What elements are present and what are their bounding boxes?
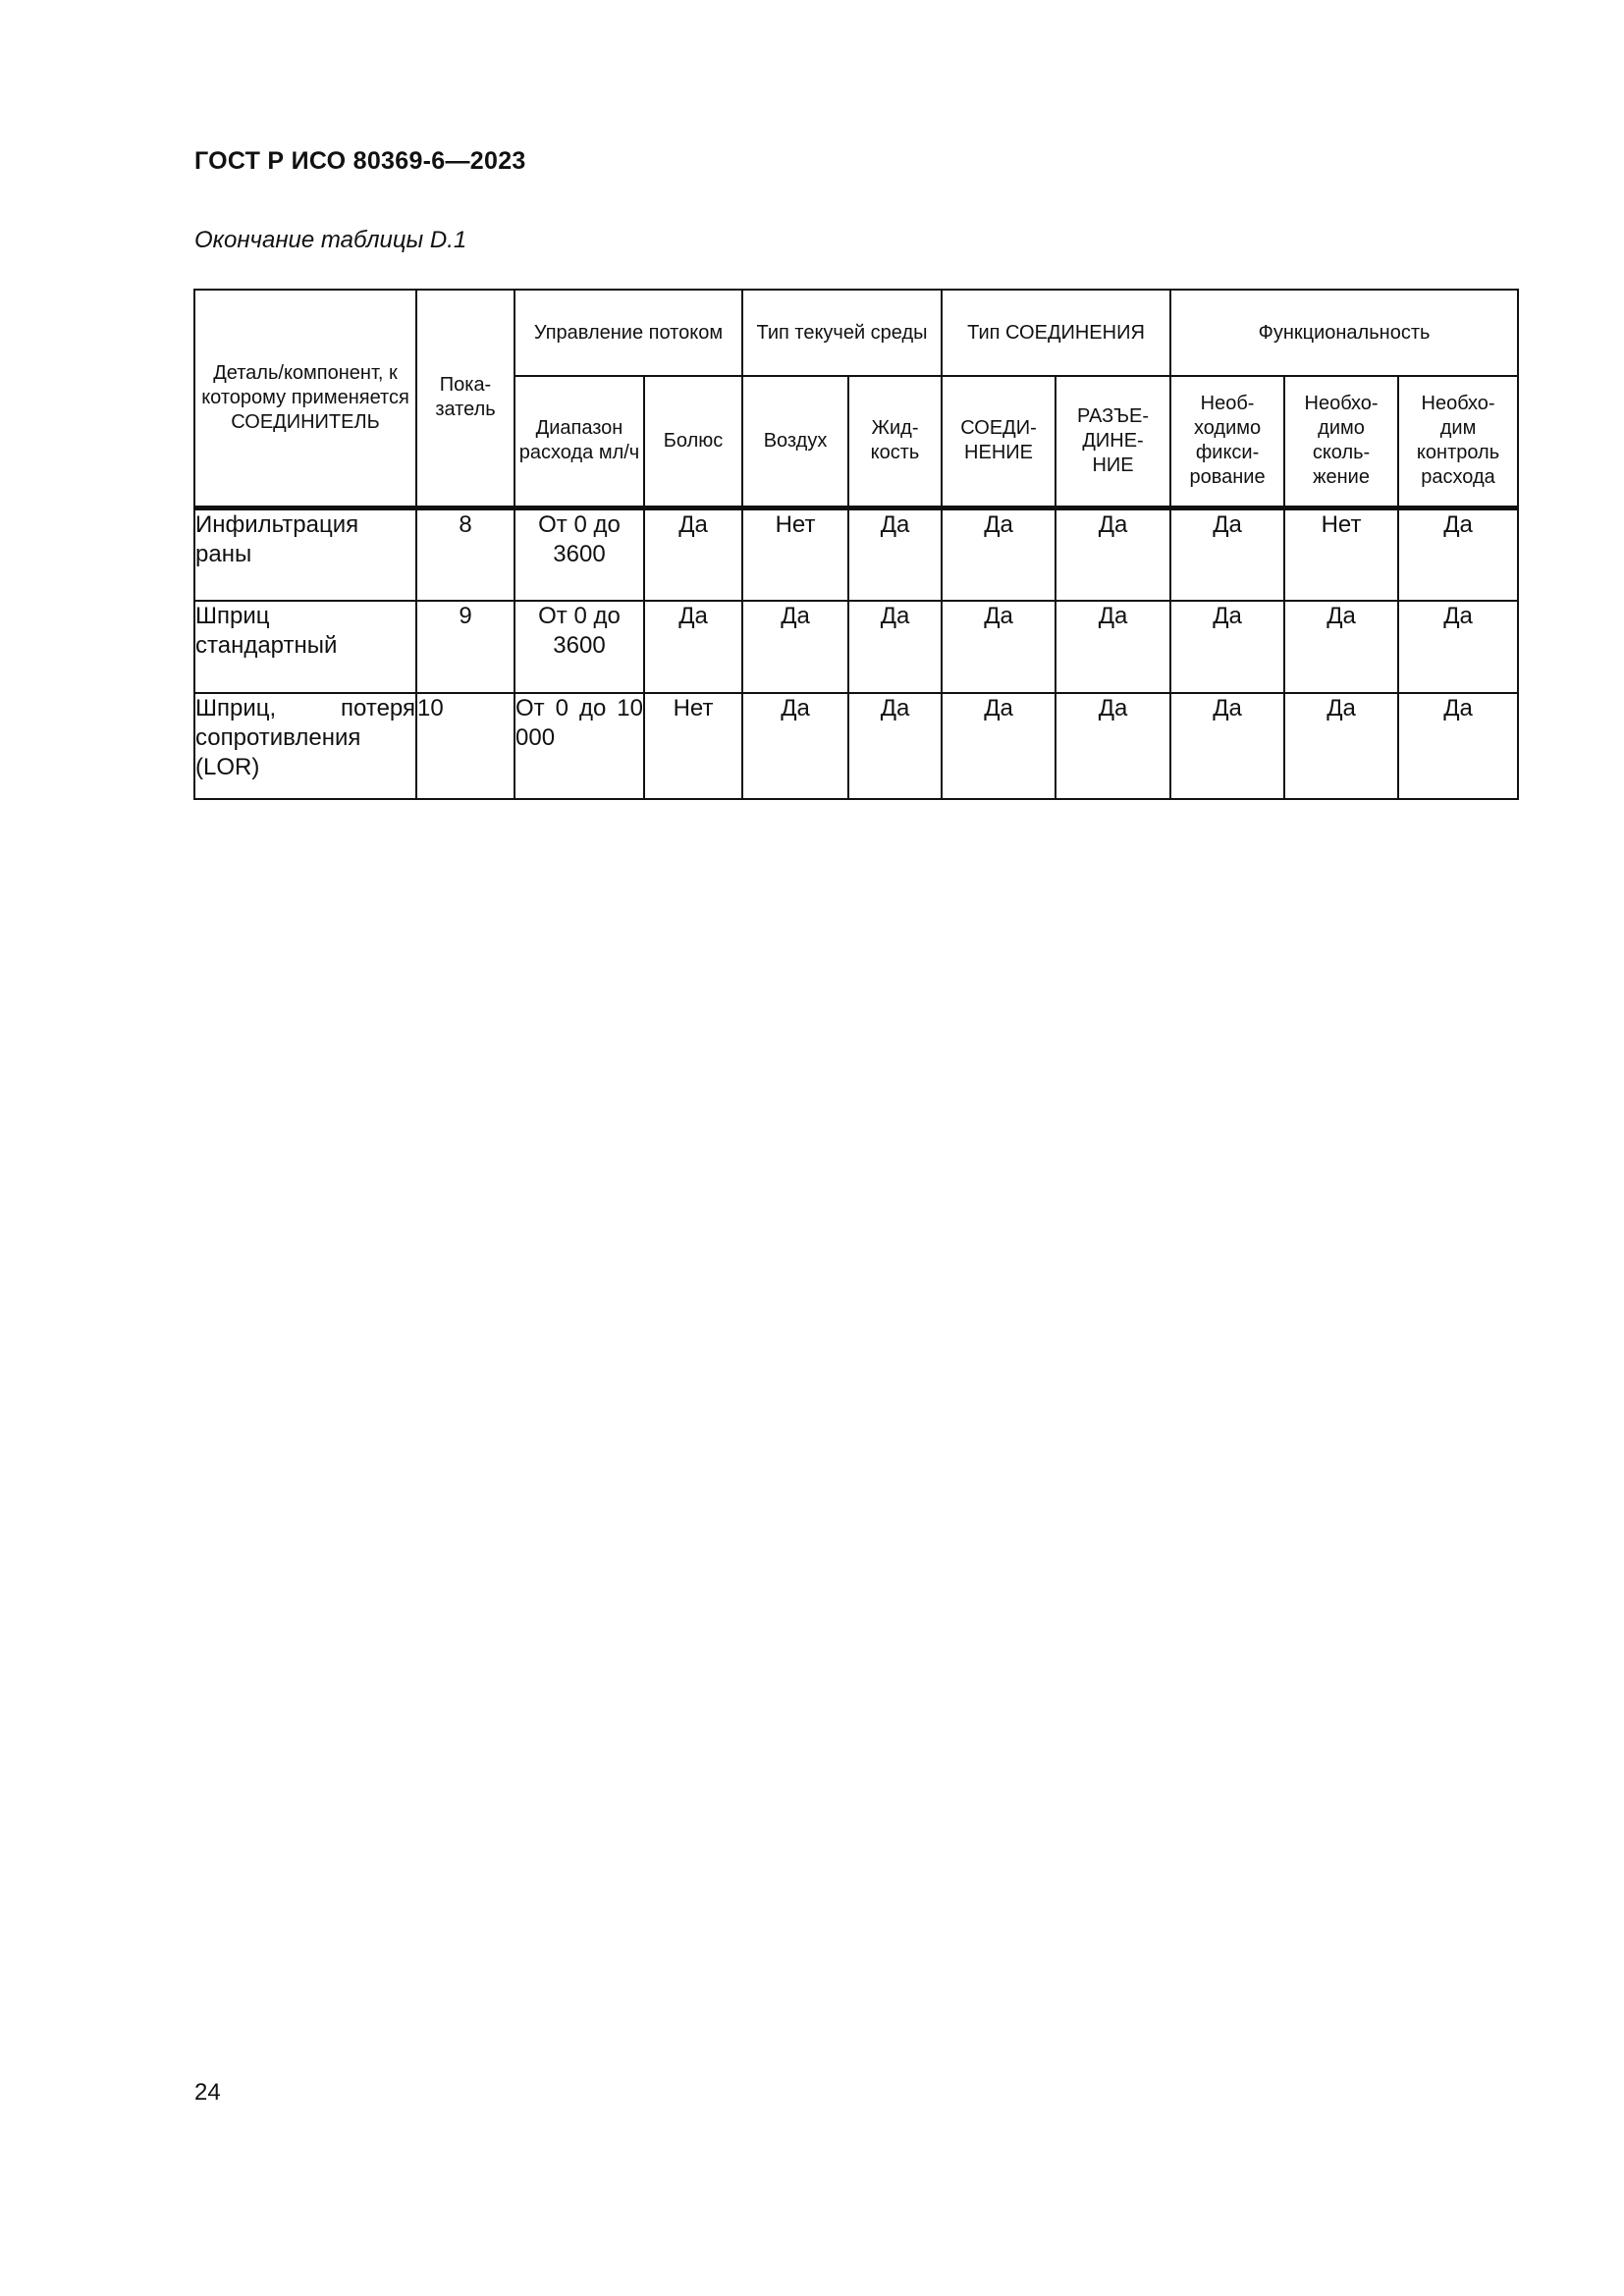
table-row xyxy=(194,507,1518,601)
cell-bolus: Да xyxy=(644,601,742,693)
header-flow-control-required: Необхо- дим контроль расхода xyxy=(1398,376,1518,507)
table-caption: Окончание таблицы D.1 xyxy=(194,227,467,253)
header-group-connection-type: Тип СОЕДИНЕНИЯ xyxy=(942,290,1170,376)
cell-range: От 0 до 10 000 xyxy=(514,693,644,799)
connector-table xyxy=(193,289,1519,800)
cell-air: Да xyxy=(742,693,848,799)
cell-bolus: Да xyxy=(644,507,742,601)
cell-liquid: Да xyxy=(848,507,942,601)
cell-sliding: Да xyxy=(1284,601,1398,693)
header-fixation-required: Необ- ходимо фикси- рование xyxy=(1170,376,1284,507)
cell-sliding: Нет xyxy=(1284,507,1398,601)
cell-range: От 0 до 3600 xyxy=(514,507,644,601)
cell-fixation: Да xyxy=(1170,507,1284,601)
cell-component: Шприц стандартный xyxy=(194,601,416,693)
cell-range: От 0 до 3600 xyxy=(514,601,644,693)
header-sliding-required: Необхо- димо сколь- жение xyxy=(1284,376,1398,507)
cell-index: 8 xyxy=(416,507,514,601)
header-air: Воздух xyxy=(742,376,848,507)
header-component: Деталь/компонент, к которому применяется СОЕДИНИТЕЛЬ xyxy=(194,290,416,507)
cell-component: Инфильтрация раны xyxy=(194,507,416,601)
cell-disconnect: Да xyxy=(1056,601,1170,693)
cell-disconnect: Да xyxy=(1056,693,1170,799)
header-group-functionality: Функциональность xyxy=(1170,290,1518,376)
header-index: Пока- затель xyxy=(416,290,514,507)
cell-disconnect: Да xyxy=(1056,507,1170,601)
cell-index: 9 xyxy=(416,601,514,693)
header-bolus: Болюс xyxy=(644,376,742,507)
page-number: 24 xyxy=(194,2079,221,2106)
cell-fixation: Да xyxy=(1170,601,1284,693)
cell-component: Шприц, потеря сопротивления (LOR) xyxy=(194,693,416,799)
cell-flow-control: Да xyxy=(1398,601,1518,693)
cell-fixation: Да xyxy=(1170,693,1284,799)
cell-flow-control: Да xyxy=(1398,507,1518,601)
cell-connect: Да xyxy=(942,507,1056,601)
cell-air: Да xyxy=(742,601,848,693)
table-row xyxy=(194,601,1518,693)
cell-air: Нет xyxy=(742,507,848,601)
table-row xyxy=(194,693,1518,799)
header-group-flow-control: Управление потоком xyxy=(514,290,742,376)
cell-liquid: Да xyxy=(848,601,942,693)
cell-flow-control: Да xyxy=(1398,693,1518,799)
cell-connect: Да xyxy=(942,601,1056,693)
header-flow-range: Диапазон расхода мл/ч xyxy=(514,376,644,507)
cell-bolus: Нет xyxy=(644,693,742,799)
cell-index: 10 xyxy=(416,693,514,799)
cell-connect: Да xyxy=(942,693,1056,799)
document-code: ГОСТ Р ИСО 80369-6—2023 xyxy=(194,147,526,175)
header-group-fluid-type: Тип текучей среды xyxy=(742,290,942,376)
header-disconnect: РАЗЪЕ- ДИНЕ- НИЕ xyxy=(1056,376,1170,507)
header-connect: СОЕДИ- НЕНИЕ xyxy=(942,376,1056,507)
cell-sliding: Да xyxy=(1284,693,1398,799)
header-liquid: Жид- кость xyxy=(848,376,942,507)
cell-liquid: Да xyxy=(848,693,942,799)
